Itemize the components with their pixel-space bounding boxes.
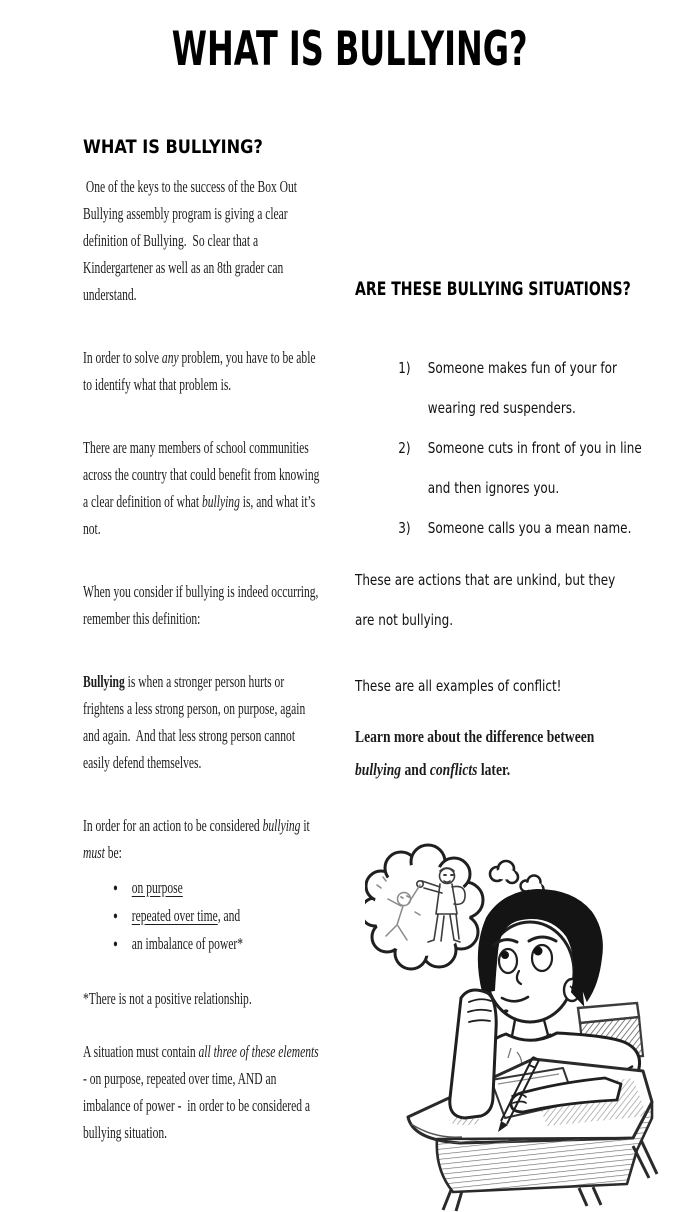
situation-item-2 [355, 428, 675, 508]
conflict-paragraph: These are all examples of conflict! [355, 677, 562, 695]
bullying-situations-list [355, 348, 675, 548]
boy-thinking-at-desk-illustration [365, 840, 700, 1212]
situation-text: Someone calls you a mean name. [427, 519, 632, 537]
situation-number: 2) [398, 439, 411, 457]
situation-number: 3) [398, 519, 411, 537]
criteria-bullet-list: ● on purpose ● repeated over time, and ● an imbalance of power* [83, 874, 363, 958]
thought-puff-icons [490, 861, 544, 894]
learn-more-paragraph: Learn more about the difference between bullying and conflicts later. [355, 727, 595, 779]
title-wrap [0, 22, 700, 77]
footnote-paragraph: *There is not a positive relationship. [83, 989, 252, 1008]
situation-item-3 [355, 508, 675, 548]
right-column-heading: ARE THESE BULLYING SITUATIONS? [355, 278, 631, 300]
right-column [355, 278, 700, 786]
consider-paragraph: When you consider if bullying is indeed occurring, remember this definition: [83, 582, 319, 628]
situation-item-1 [355, 348, 675, 428]
situation-text: Someone makes fun of your for wearing red suspenders. [427, 359, 617, 417]
solve-paragraph: In order to solve any problem, you have to be able to identify what that problem is. [83, 348, 316, 394]
page-title: WHAT IS BULLYING? [172, 22, 528, 77]
closing-paragraph: A situation must contain all three of these elements - on purpose, repeated over time, AND an imbalance of power - in order to be considered a bullying situation. [83, 1042, 319, 1142]
boy-left-arm [449, 990, 496, 1125]
intro-paragraph: One of the keys to the success of the Box Out Bullying assembly program is giving a clear definition of Bullying. So clear that a Kindergartener as well as an 8th grader can understand. [83, 177, 297, 304]
criteria-intro-paragraph: In order for an action to be considered bullying it must be: [83, 816, 310, 862]
unkind-paragraph: These are actions that are unkind, but they are not bullying. [355, 571, 616, 629]
situation-text: Someone cuts in front of you in line and then ignores you. [427, 439, 642, 497]
members-paragraph: There are many members of school communities across the country that could benefit from knowing a clear definition of what bullying is, and what it’s not. [83, 438, 320, 538]
illustration-svg [365, 840, 700, 1212]
situation-number: 1) [398, 359, 411, 377]
left-column-heading: WHAT IS BULLYING? [83, 136, 263, 158]
left-column-body [83, 173, 363, 1146]
definition-paragraph: Bullying is when a stronger person hurts or frightens a less strong person, on purpose, again and again. And that less strong person cannot easily defend themselves. [83, 672, 306, 772]
